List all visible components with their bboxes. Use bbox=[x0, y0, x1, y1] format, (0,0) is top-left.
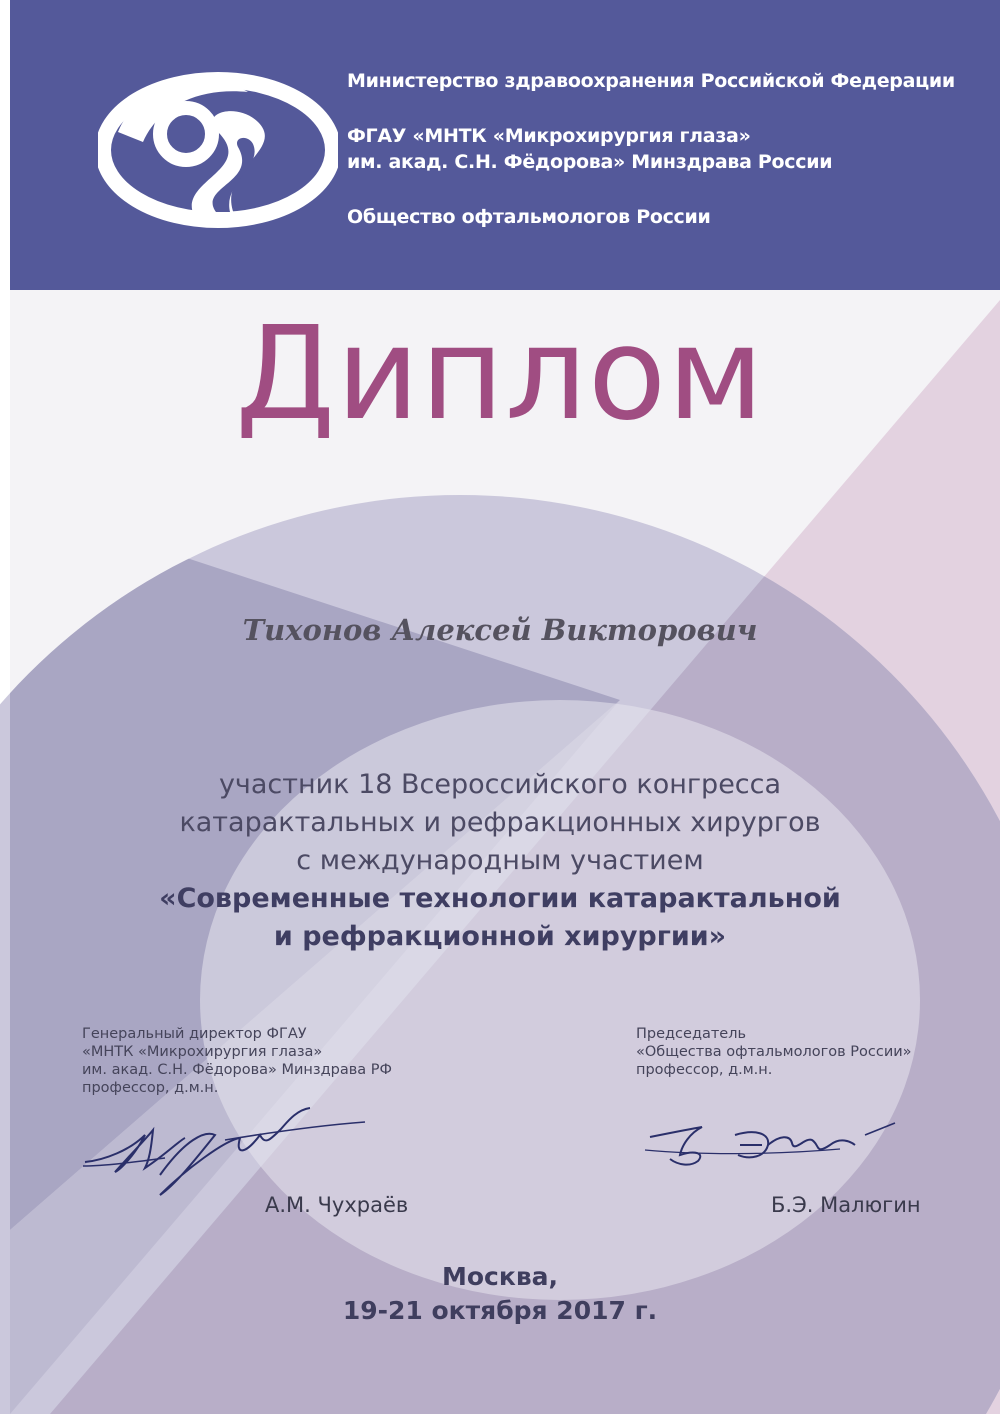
signatory-left-title bbox=[82, 1025, 392, 1097]
ministry-text: Министерство здравоохранения Российской Федерации bbox=[347, 70, 955, 92]
signatory-left-line-2: «МНТК «Микрохирургия глаза» bbox=[82, 1044, 323, 1060]
description-line-1: участник 18 Всероссийского конгресса bbox=[218, 769, 782, 800]
place-city: Москва, bbox=[441, 1262, 559, 1291]
signature-right-icon bbox=[640, 1115, 910, 1175]
signatory-right-title bbox=[636, 1025, 912, 1079]
description-line-4: «Современные технологии катарактальной bbox=[159, 883, 841, 914]
fgau-line-1: ФГАУ «МНТК «Микрохирургия глаза» bbox=[347, 125, 751, 147]
signatory-left-name: А.М. Чухраёв bbox=[265, 1193, 409, 1217]
event-date: 19-21 октября 2017 г. bbox=[342, 1296, 658, 1325]
signatory-right-line-3: профессор, д.м.н. bbox=[636, 1062, 773, 1078]
society-text: Общество офтальмологов России bbox=[347, 206, 711, 228]
fgau-line-2: им. акад. С.Н. Фёдорова» Минздрава России bbox=[347, 151, 833, 173]
award-description bbox=[0, 766, 1000, 956]
signatory-right-name: Б.Э. Малюгин bbox=[771, 1193, 921, 1217]
diploma-title: Диплом bbox=[235, 300, 765, 449]
signatory-left-line-3: им. акад. С.Н. Фёдорова» Минздрава РФ bbox=[82, 1062, 393, 1078]
fgau-text bbox=[347, 123, 832, 175]
description-line-3: с международным участием bbox=[296, 845, 704, 876]
signatory-right-line-1: Председатель bbox=[636, 1026, 747, 1042]
description-line-2: катарактальных и рефракционных хирургов bbox=[179, 807, 821, 838]
signatory-right-line-2: «Общества офтальмологов России» bbox=[636, 1044, 912, 1060]
signatory-left-line-4: профессор, д.м.н. bbox=[82, 1080, 219, 1096]
description-line-5: и рефракционной хирургии» bbox=[273, 921, 727, 952]
recipient-name: Тихонов Алексей Викторович bbox=[242, 613, 758, 647]
signatory-left-line-1: Генеральный директор ФГАУ bbox=[82, 1026, 307, 1042]
eye-logo-icon bbox=[98, 62, 338, 232]
place-and-date bbox=[0, 1260, 1000, 1328]
